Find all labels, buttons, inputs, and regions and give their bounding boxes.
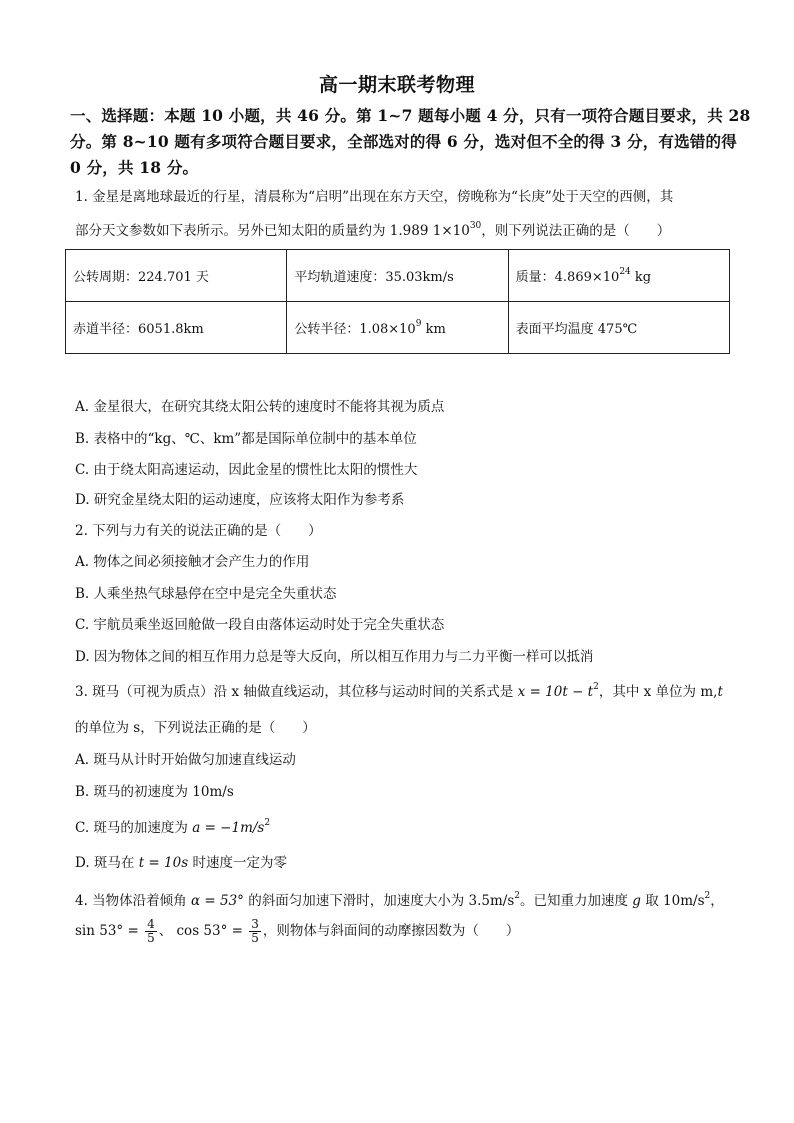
fraction: $\frac{3}{5}$ — [251, 917, 259, 945]
q1-stem-line-1: 1. 金星是离地球最近的行星，清晨称为“启明”出现在东方天空，傍晚称为“长庚”处于天空的西侧，其 — [75, 189, 674, 205]
table-cell: 公转周期：224.701 天 — [66, 250, 287, 302]
q1-stem-line-2: 部分天文参数如下表所示。另外已知太阳的质量约为 1.989 $1\times 10^{30}$，则下列说法正确的是（ ） — [75, 220, 671, 239]
q2-option-d: D. 因为物体之间的相互作用力总是等大反向，所以相互作用力与二力平衡一样可以抵消 — [75, 649, 594, 665]
q1-option-d: D. 研究金星绕太阳的运动速度，应该将太阳作为参考系 — [75, 492, 405, 508]
q3-option-c: C. 斑马的加速度为 $a = -1m/s^2$ — [75, 817, 271, 836]
table-cell: 公转半径：$1.08\times 10^9$ km — [287, 302, 508, 354]
exponent: 30 — [469, 220, 482, 231]
fraction: $\frac{4}{5}$ — [147, 917, 155, 945]
table-row — [66, 250, 730, 302]
q3-option-d: D. 斑马在 t = 10s 时速度一定为零 — [75, 855, 287, 871]
q2-option-b: B. 人乘坐热气球悬停在空中是完全失重状态 — [75, 586, 337, 602]
page-title: 高一期末联考物理 — [318, 74, 475, 96]
venus-parameter-table — [65, 249, 730, 354]
q2-stem: 2. 下列与力有关的说法正确的是（ ） — [75, 523, 322, 539]
section-heading-line-3: 0 分，共 18 分。 — [70, 158, 199, 177]
q3-option-a: A. 斑马从计时开始做匀加速直线运动 — [75, 752, 296, 768]
q1-option-b: B. 表格中的“kg、℃、km”都是国际单位制中的基本单位 — [75, 431, 417, 447]
q2-option-c: C. 宇航员乘坐返回舱做一段自由落体运动时处于完全失重状态 — [75, 617, 445, 633]
table-cell: 表面平均温度 475℃ — [508, 302, 729, 354]
table-cell: 质量：$4.869\times 10^{24}$ kg — [508, 250, 729, 302]
table-cell: 赤道半径：6051.8km — [66, 302, 287, 354]
section-heading-line-1: 一、选择题：本题 10 小题，共 46 分。第 1~7 题每小题 4 分，只有一项符合题目要求，共 28 — [70, 106, 751, 125]
q1-option-c: C. 由于绕太阳高速运动，因此金星的惯性比太阳的惯性大 — [75, 462, 418, 478]
q4-stem-line-1: 4. 当物体沿着倾角 α = 53° 的斜面匀加速下滑时，加速度大小为 $3.5m/s^2$。已知重力加速度 g 取 $10m/s^2$， — [75, 890, 724, 909]
table-cell: 平均轨道速度：35.03km/s — [287, 250, 508, 302]
table-row — [66, 302, 730, 354]
position-equation: x = 10t − t — [517, 684, 594, 700]
q2-option-a: A. 物体之间必须接触才会产生力的作用 — [75, 554, 310, 570]
section-heading-line-2: 分。第 8~10 题有多项符合题目要求，全部选对的得 6 分，选对但不全的得 3 分，有选错的得 — [70, 132, 737, 151]
q3-stem-line-1: 3. 斑马（可视为质点）沿 x 轴做直线运动，其位移与运动时间的关系式是 $x = 10t - t^2$，其中 x 单位为 m,t — [75, 681, 723, 700]
q4-stem-line-2: sin 53° = $\frac{4}{5}$ 、 cos 53° = $\frac{3}{5}$ ，则物体与斜面间的动摩擦因数为（ ） — [75, 917, 520, 945]
q3-stem-line-2: 的单位为 s，下列说法正确的是（ ） — [75, 720, 316, 736]
q3-option-b: B. 斑马的初速度为 10m/s — [75, 784, 234, 800]
q1-option-a: A. 金星很大，在研究其绕太阳公转的速度时不能将其视为质点 — [75, 399, 445, 415]
